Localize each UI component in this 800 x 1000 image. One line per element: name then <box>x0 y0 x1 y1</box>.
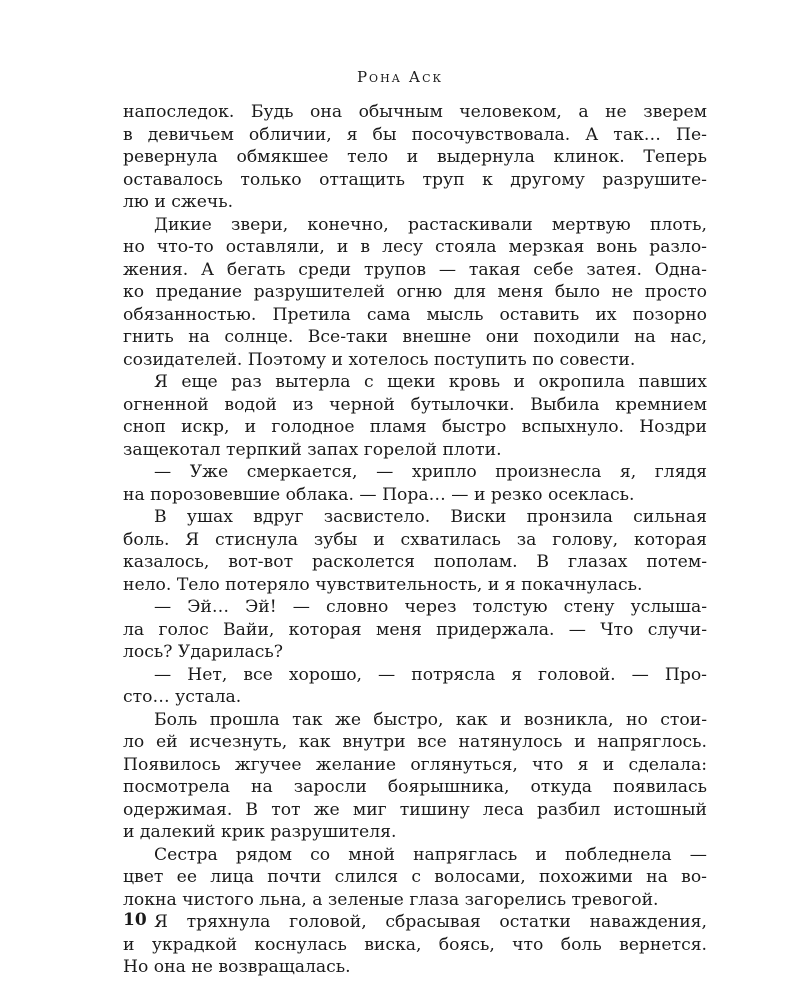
text-line: посмотрела на заросли боярышника, откуда появилась <box>123 777 707 797</box>
text-line: Я тряхнула головой, сбрасывая остатки наваждения, <box>154 912 707 932</box>
text-line: созидателей. Поэтому и хотелось поступить по совести. <box>123 349 636 370</box>
text-line: лю и сжечь. <box>123 192 234 212</box>
text-line: обязанностью. Претила сама мысль оставить их позорно <box>123 304 707 325</box>
text-line: в девичьем обличии, я бы посочувствовала. А так… Пе- <box>123 124 707 145</box>
page-number: 10 <box>123 910 147 930</box>
text-line: — Нет, все хорошо, — потрясла я головой. — Про- <box>154 664 707 685</box>
text-line: ла голос Вайи, которая меня придержала. — Что случи- <box>123 619 707 640</box>
text-line: В ушах вдруг засвистело. Виски пронзила сильная <box>154 507 707 527</box>
text-line: Я еще раз вытерла с щеки кровь и окропила павших <box>154 372 707 392</box>
text-line: и далекий крик разрушителя. <box>123 822 397 842</box>
text-line: сто… устала. <box>123 687 242 707</box>
text-line: Боль прошла так же быстро, как и возникла, но стои- <box>154 709 707 730</box>
text-line: огненной водой из черной бутылочки. Выбила кремнием <box>123 394 707 415</box>
text-line: и украдкой коснулась виска, боясь, что боль вернется. <box>123 934 707 955</box>
text-line: одержимая. В тот же миг тишину леса разбил истошный <box>123 799 707 820</box>
text-line: на порозовевшие облака. — Пора… — и резко осеклась. <box>123 484 635 505</box>
text-line: Сестра рядом со мной напряглась и побледнела — <box>154 844 707 865</box>
text-line: Дикие звери, конечно, растаскивали мертвую плоть, <box>154 214 707 235</box>
running-header-author: Рона Аск <box>356 68 444 86</box>
text-line: но что-то оставляли, и в лесу стояла мерзкая вонь разло- <box>123 237 707 257</box>
text-line: жения. А бегать среди трупов — такая себе затея. Одна- <box>123 259 707 280</box>
text-line: ревернула обмякшее тело и выдернула клинок. Теперь <box>123 147 707 167</box>
text-line: защекотал терпкий запах горелой плоти. <box>123 439 502 460</box>
text-line: нело. Тело потеряло чувствительность, и я покачнулась. <box>123 574 643 595</box>
text-line: казалось, вот-вот расколется пополам. В глазах потем- <box>123 552 707 572</box>
text-line: напоследок. Будь она обычным человеком, а не зверем <box>123 102 707 122</box>
text-line: оставалось только оттащить труп к другому разрушите- <box>123 169 707 190</box>
text-line: ло ей исчезнуть, как внутри все натянулось и напряглось. <box>123 732 707 752</box>
text-line: боль. Я стиснула зубы и схватилась за голову, которая <box>123 529 707 550</box>
text-line: Но она не возвращалась. <box>123 957 351 977</box>
text-line: — Эй… Эй! — словно через толстую стену услыша- <box>154 597 707 617</box>
text-line: лось? Ударилась? <box>123 642 283 662</box>
text-line: — Уже смеркается, — хрипло произнесла я, глядя <box>154 462 707 482</box>
text-line: ко предание разрушителей огню для меня было не просто <box>123 282 707 302</box>
text-line: гнить на солнце. Все-таки внешне они походили на нас, <box>123 327 707 347</box>
text-line: сноп искр, и голодное пламя быстро вспыхнуло. Ноздри <box>123 417 707 437</box>
text-line: цвет ее лица почти слился с волосами, похожими на во- <box>123 867 707 887</box>
text-line: Появилось жгучее желание оглянуться, что я и сделала: <box>123 754 707 775</box>
text-line: локна чистого льна, а зеленые глаза загорелись тревогой. <box>123 889 659 910</box>
